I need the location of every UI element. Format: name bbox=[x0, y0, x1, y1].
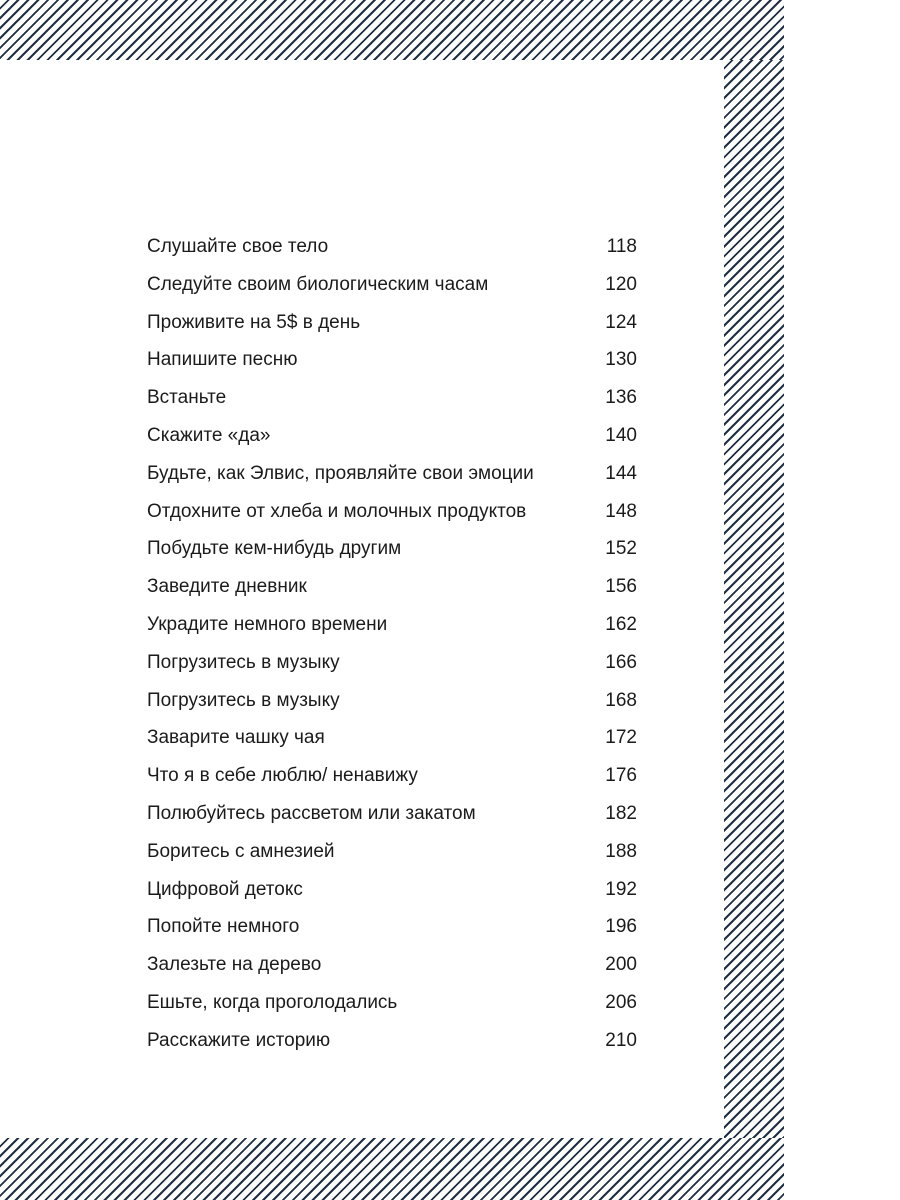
toc-entry[interactable] bbox=[147, 871, 637, 909]
toc-entry-page: 192 bbox=[605, 878, 637, 900]
toc-entry-page: 172 bbox=[605, 727, 637, 749]
toc-entry[interactable] bbox=[147, 908, 637, 946]
toc-entry[interactable] bbox=[147, 417, 637, 455]
toc-entry-page: 124 bbox=[605, 311, 637, 333]
hatched-border-bottom bbox=[0, 1138, 784, 1200]
toc-entry-page: 200 bbox=[605, 954, 637, 976]
toc-entry[interactable] bbox=[147, 1022, 637, 1060]
hatched-border-right bbox=[724, 60, 784, 1138]
toc-entry-title: Напишите песню bbox=[147, 349, 298, 371]
toc-entry-title: Расскажите историю bbox=[147, 1029, 331, 1051]
toc-entry[interactable] bbox=[147, 304, 637, 342]
toc-entry-title: Украдите немного времени bbox=[147, 613, 388, 635]
toc-entry-title: Что я в себе люблю/ ненавижу bbox=[147, 765, 418, 787]
toc-entry-title: Побудьте кем-нибудь другим bbox=[147, 538, 402, 560]
toc-entry-page: 144 bbox=[605, 462, 637, 484]
toc-entry-title: Залезьте на дерево bbox=[147, 954, 322, 976]
toc-entry-title: Погрузитесь в музыку bbox=[147, 651, 340, 673]
toc-entry-page: 206 bbox=[605, 991, 637, 1013]
toc-entry-title: Встаньте bbox=[147, 387, 227, 409]
toc-entry-page: 210 bbox=[605, 1029, 637, 1051]
toc-entry-title: Скажите «да» bbox=[147, 424, 271, 446]
toc-entry-title: Полюбуйтесь рассветом или закатом bbox=[147, 802, 476, 824]
toc-entry[interactable] bbox=[147, 719, 637, 757]
toc-entry[interactable] bbox=[147, 984, 637, 1022]
toc-entry-title: Заведите дневник bbox=[147, 576, 307, 598]
toc-entry-page: 130 bbox=[605, 349, 637, 371]
toc-entry-title: Ешьте, когда проголодались bbox=[147, 991, 398, 1013]
toc-entry[interactable] bbox=[147, 493, 637, 531]
toc-entry-title: Цифровой детокс bbox=[147, 878, 303, 900]
toc-entry-page: 152 bbox=[605, 538, 637, 560]
toc-entry-page: 118 bbox=[606, 236, 637, 257]
toc-entry[interactable] bbox=[147, 946, 637, 984]
toc-entry-page: 168 bbox=[605, 689, 637, 711]
toc-entry[interactable] bbox=[147, 379, 637, 417]
table-of-contents bbox=[147, 228, 637, 1060]
toc-entry-page: 166 bbox=[605, 651, 637, 673]
toc-entry[interactable] bbox=[147, 682, 637, 720]
toc-entry-page: 120 bbox=[605, 273, 637, 295]
toc-entry-title: Попойте немного bbox=[147, 916, 300, 938]
toc-entry[interactable] bbox=[147, 455, 637, 493]
toc-entry[interactable] bbox=[147, 644, 637, 682]
toc-entry-title: Погрузитесь в музыку bbox=[147, 689, 340, 711]
toc-entry-page: 148 bbox=[605, 500, 637, 522]
toc-entry-title: Будьте, как Элвис, проявляйте свои эмоции bbox=[147, 462, 534, 484]
toc-entry-page: 176 bbox=[605, 765, 637, 787]
toc-entry[interactable] bbox=[147, 795, 637, 833]
toc-entry-title: Боритесь с амнезией bbox=[147, 840, 335, 862]
toc-entry-title: Слушайте свое тело bbox=[147, 236, 329, 257]
toc-entry-page: 136 bbox=[605, 387, 637, 409]
toc-entry-page: 182 bbox=[605, 802, 637, 824]
toc-entry[interactable] bbox=[147, 341, 637, 379]
toc-entry-page: 196 bbox=[605, 916, 637, 938]
toc-entry-page: 156 bbox=[605, 576, 637, 598]
toc-entry-title: Заварите чашку чая bbox=[147, 727, 325, 749]
toc-entry[interactable] bbox=[147, 757, 637, 795]
toc-entry[interactable] bbox=[147, 568, 637, 606]
toc-entry[interactable] bbox=[147, 606, 637, 644]
page-edge-margin bbox=[784, 0, 900, 1200]
toc-entry[interactable] bbox=[147, 530, 637, 568]
toc-entry[interactable] bbox=[147, 228, 637, 266]
hatched-border-top bbox=[0, 0, 784, 60]
toc-entry-page: 140 bbox=[605, 424, 637, 446]
toc-entry[interactable] bbox=[147, 833, 637, 871]
toc-entry-title: Проживите на 5$ в день bbox=[147, 311, 361, 333]
toc-entry[interactable] bbox=[147, 266, 637, 304]
toc-entry-page: 162 bbox=[605, 613, 637, 635]
toc-entry-title: Следуйте своим биологическим часам bbox=[147, 273, 489, 295]
toc-entry-page: 188 bbox=[605, 840, 637, 862]
toc-entry-title: Отдохните от хлеба и молочных продуктов bbox=[147, 500, 527, 522]
